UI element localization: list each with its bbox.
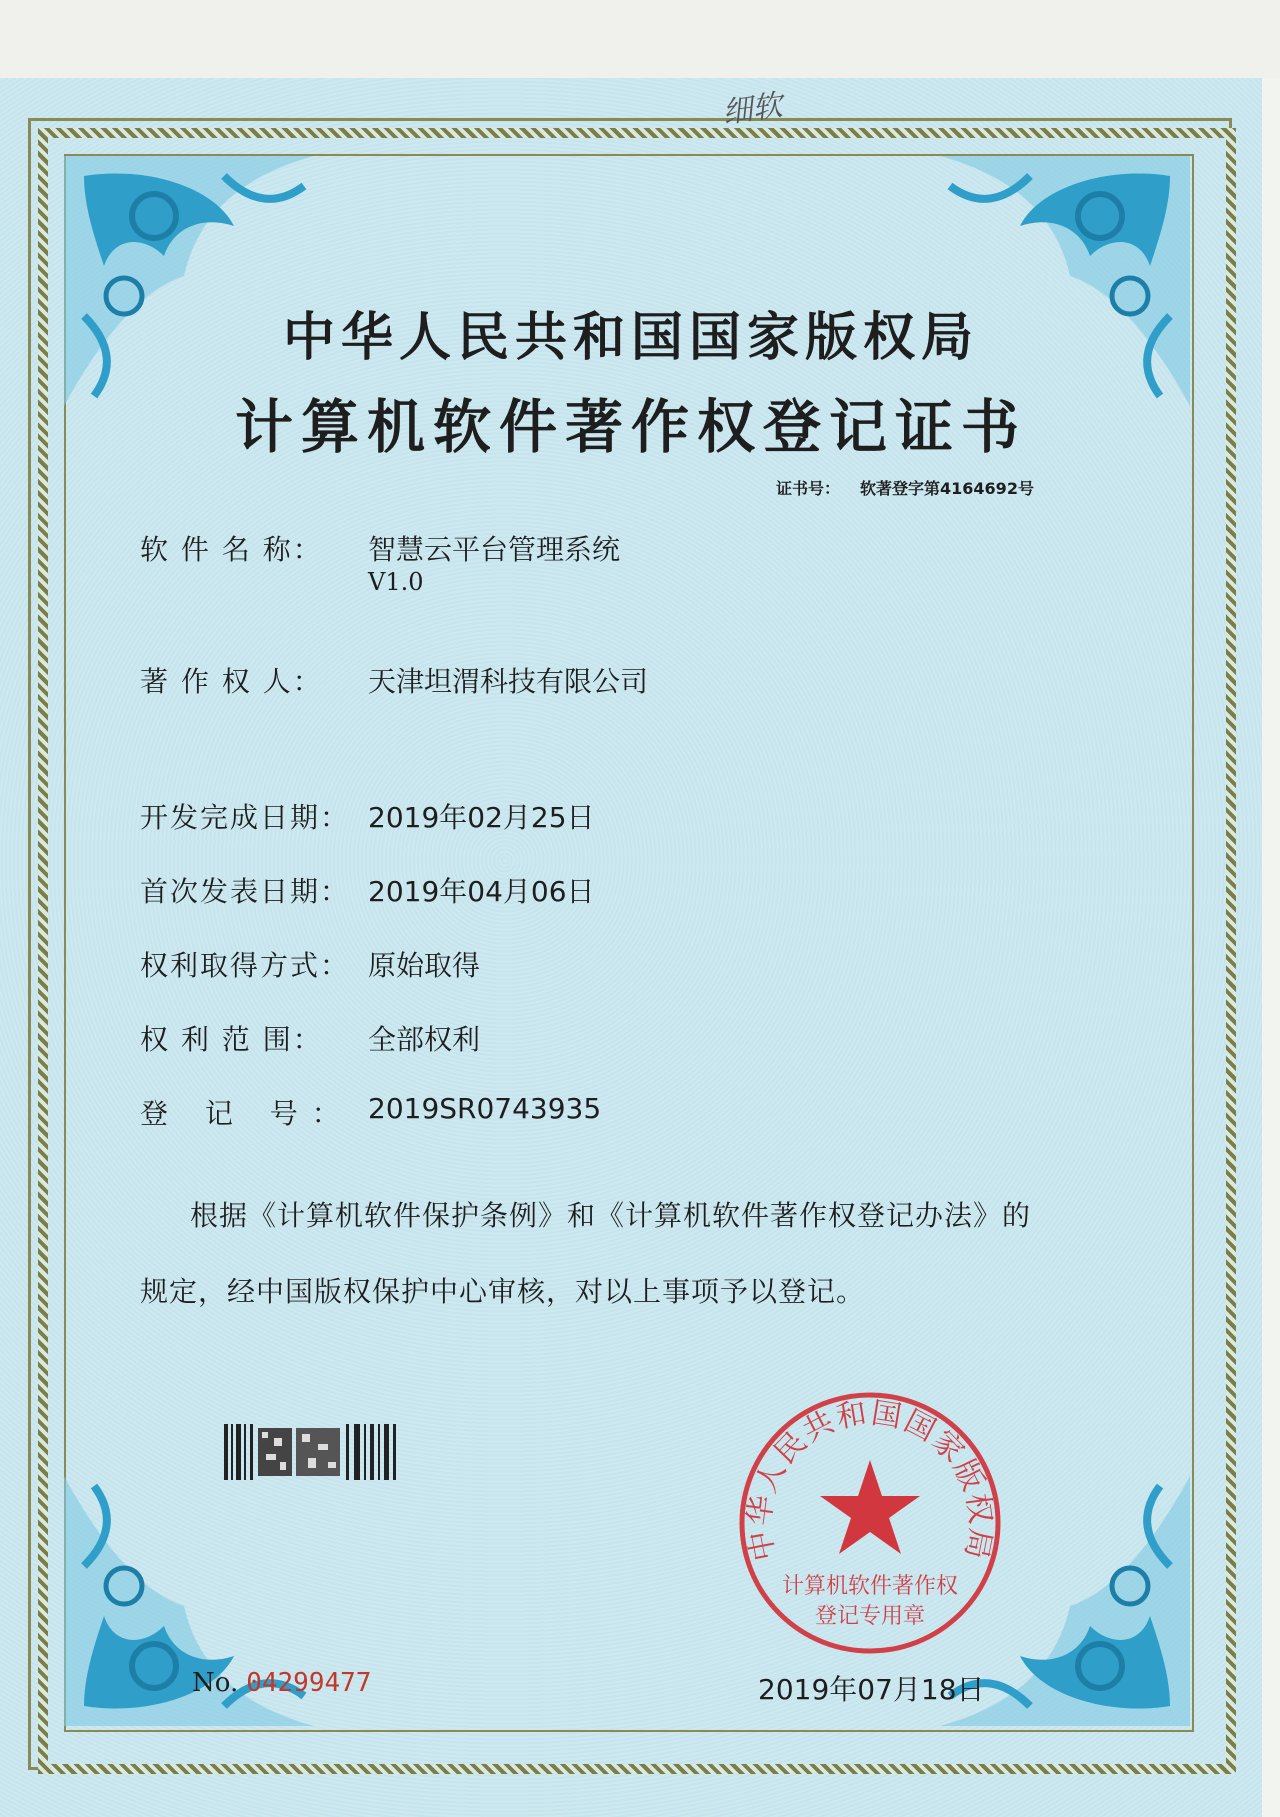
- development-date-value: 2019年02月25日: [368, 801, 595, 834]
- issuing-organization: 中华人民共和国国家版权局: [282, 307, 979, 368]
- copyright-owner-label: 著 作 权 人：: [140, 665, 323, 698]
- registration-number-value: 2019SR0743935: [368, 1092, 602, 1125]
- statement-line-1: 根据《计算机软件保护条例》和《计算机软件著作权登记办法》的: [190, 1199, 1032, 1232]
- registration-number-label: 登 记 号：: [140, 1097, 354, 1130]
- software-version-value: V1.0: [368, 568, 424, 596]
- barcode-icon: [224, 1424, 400, 1480]
- seal-center-line-2: 登记专用章: [814, 1604, 926, 1629]
- serial-number: [192, 1668, 371, 1698]
- official-seal-icon: [735, 1388, 1005, 1658]
- statement-line-2: 规定，经中国版权保护中心审核，对以上事项予以登记。: [140, 1275, 866, 1308]
- handwritten-note: 细软: [720, 87, 785, 131]
- seal-center-line-1: 计算机软件著作权: [781, 1574, 959, 1599]
- software-name-label: 软 件 名 称：: [140, 533, 323, 566]
- acquisition-method-value: 原始取得: [368, 949, 481, 982]
- first-publication-date-label: 首次发表日期：: [140, 875, 351, 908]
- scan-margin: [0, 0, 1280, 78]
- issue-date: 2019年07月18日: [758, 1673, 985, 1706]
- certificate-title: 计算机软件著作权登记证书: [234, 393, 1027, 461]
- first-publication-date-value: 2019年04月06日: [368, 875, 595, 908]
- acquisition-method-label: 权利取得方式：: [140, 949, 351, 982]
- serial-number-label: No.: [192, 1668, 239, 1698]
- serial-number-value: 04299477: [246, 1668, 372, 1698]
- rights-scope-label: 权 利 范 围：: [140, 1023, 323, 1056]
- software-name-value: 智慧云平台管理系统: [368, 533, 621, 566]
- rights-scope-value: 全部权利: [368, 1023, 481, 1056]
- certificate-number: [776, 476, 1034, 499]
- copyright-owner-value: 天津坦渭科技有限公司: [368, 665, 649, 698]
- certificate-number-value: 软著登字第4164692号: [860, 479, 1034, 498]
- seal-ring-text: 中华人民共和国国家版权局: [741, 1395, 999, 1564]
- development-date-label: 开发完成日期：: [140, 801, 351, 834]
- certificate-sheet: [0, 78, 1262, 1817]
- certificate-number-label: 证书号：: [776, 479, 841, 498]
